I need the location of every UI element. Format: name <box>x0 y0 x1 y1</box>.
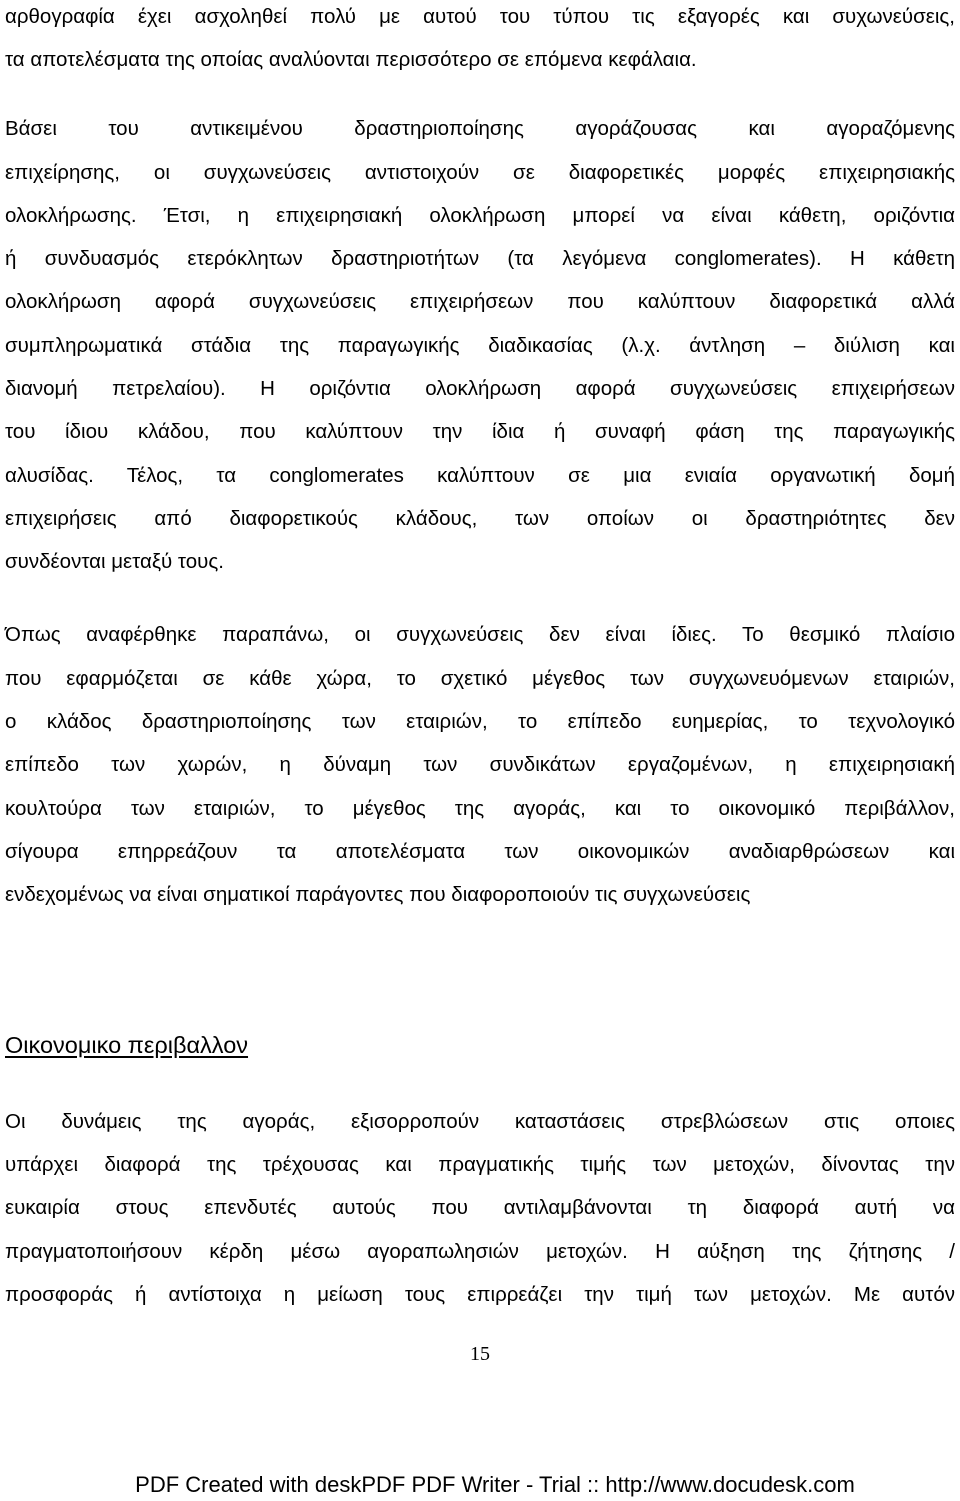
text-line: σίγουρα επηρρεάζουν τα αποτελέσματα των οικονομικών αναδιαρθρώσεων και <box>5 840 955 863</box>
section-heading: Οικονομικο περιβαλλον <box>5 1032 249 1058</box>
text-line: τα αποτελέσματα της οποίας αναλύονται περισσότερο σε επόμενα κεφάλαια. <box>5 48 697 71</box>
text-line: διανομή πετρελαίου). Η οριζόντια ολοκλήρωση αφορά συγχωνεύσεις επιχειρήσεων <box>5 377 955 400</box>
text-line: αρθογραφία έχει ασχοληθεί πολύ με αυτού του τύπου τις εξαγορές και συχωνεύσεις, <box>5 5 955 28</box>
text-line: επίπεδο των χωρών, η δύναμη των συνδικάτων εργαζομένων, η επιχειρησιακή <box>5 753 955 776</box>
text-line: επιχειρήσεις από διαφορετικούς κλάδους, των οποίων οι δραστηριότητες δεν <box>5 507 955 530</box>
text-line: προσφοράς ή αντίστοιχα η μείωση τους επιρρεάζει την τιμή των μετοχών. Με αυτόν <box>5 1283 955 1306</box>
text-line: υπάρχει διαφορά της τρέχουσας και πραγματικής τιμής των μετοχών, δίνοντας την <box>5 1153 955 1176</box>
pdf-watermark-footer: PDF Created with deskPDF PDF Writer - Trial :: http://www.docudesk.com <box>135 1472 855 1497</box>
page-number: 15 <box>470 1343 490 1365</box>
text-line: αλυσίδας. Τέλος, τα conglomerates καλύπτουν σε μια ενιαία οργανωτική δομή <box>5 464 955 487</box>
text-line: Βάσει του αντικειμένου δραστηριοποίησης αγοράζουσας και αγοραζόμενης <box>5 117 955 140</box>
text-line: ο κλάδος δραστηριοποίησης των εταιριών, το επίπεδο ευημερίας, το τεχνολογικό <box>5 710 955 733</box>
text-line: πραγματοποιήσουν κέρδη μέσω αγοραπωλησιών μετοχών. Η αύξηση της ζήτησης / <box>5 1240 955 1263</box>
text-line: κουλτούρα των εταιριών, το μέγεθος της αγοράς, και το οικονομικό περιβάλλον, <box>5 797 955 820</box>
text-line: Οι δυνάμεις της αγοράς, εξισορροπούν καταστάσεις στρεβλώσεων στις οποιες <box>5 1110 955 1133</box>
text-line: του ίδιου κλάδου, που καλύπτουν την ίδια ή συναφή φάση της παραγωγικής <box>5 420 955 443</box>
text-line: συμπληρωματικά στάδια της παραγωγικής διαδικασίας (λ.χ. άντληση – διύλιση και <box>5 334 955 357</box>
text-line: ολοκλήρωση αφορά συγχωνεύσεις επιχειρήσεων που καλύπτουν διαφορετικά αλλά <box>5 290 955 313</box>
text-line: συνδέονται μεταξύ τους. <box>5 550 224 573</box>
text-line: Όπως αναφέρθηκε παραπάνω, οι συγχωνεύσεις δεν είναι ίδιες. Το θεσμικό πλαίσιο <box>5 623 955 646</box>
text-line: που εφαρμόζεται σε κάθε χώρα, το σχετικό μέγεθος των συγχωνευόμενων εταιριών, <box>5 667 955 690</box>
text-line: επιχείρησης, οι συγχωνεύσεις αντιστοιχούν σε διαφορετικές μορφές επιχειρησιακής <box>5 161 955 184</box>
text-line: ή συνδυασμός ετερόκλητων δραστηριοτήτων (τα λεγόμενα conglomerates). Η κάθετη <box>5 247 955 270</box>
text-line: ολοκλήρωσης. Έτσι, η επιχειρησιακή ολοκλήρωση μπορεί να είναι κάθετη, οριζόντια <box>5 204 955 227</box>
text-line: ενδεχομένως να είναι σηματικοί παράγοντες που διαφοροποιούν τις συγχωνεύσεις <box>5 883 751 906</box>
text-line: ευκαιρία στους επενδυτές αυτούς που αντιλαμβάνονται τη διαφορά αυτή να <box>5 1196 955 1219</box>
